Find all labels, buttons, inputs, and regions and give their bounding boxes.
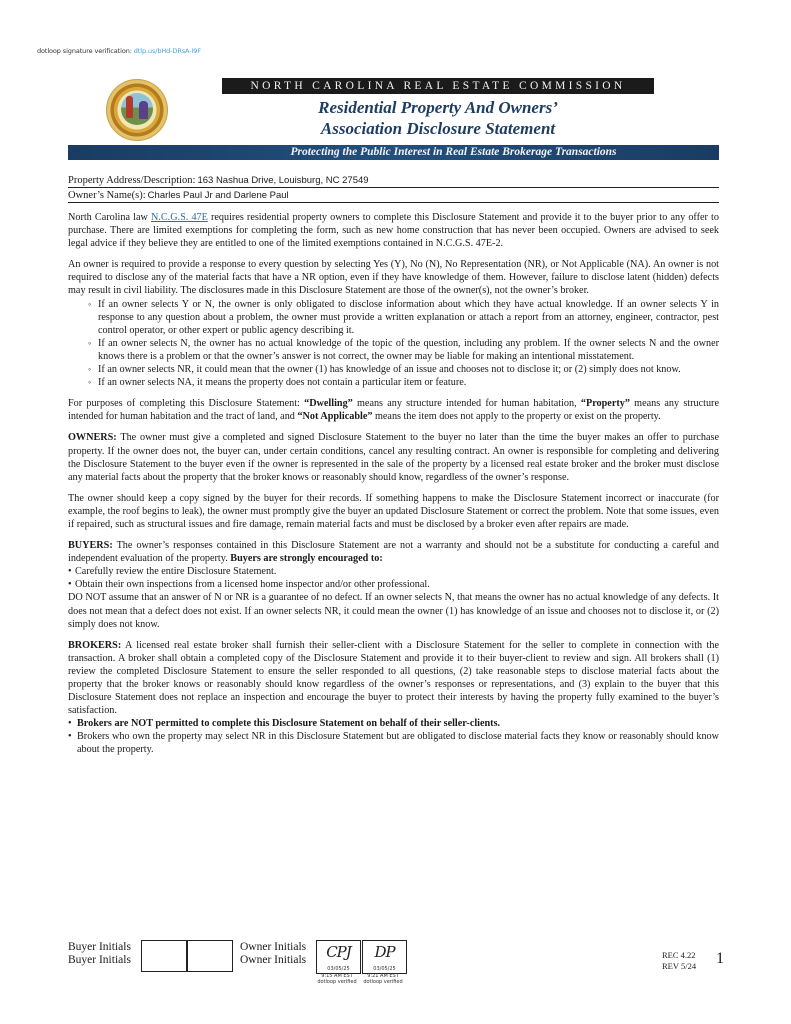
form-title	[222, 97, 654, 139]
commission-seal-icon	[106, 79, 168, 141]
property-address-value[interactable]: 163 Nashua Drive, Louisburg, NC 27549	[197, 175, 369, 186]
tagline-banner	[68, 145, 719, 160]
form-revision: REC 4.22 REV 5/24	[662, 950, 697, 971]
buyer-initials-box-1[interactable]	[141, 940, 187, 972]
intro-paragraph: North Carolina law N.C.G.S. 47E requires residential property owners to complete this Disclosure Statement and provide it to the buyer prior to any offer to purchase. There are limited exemptions for completing the form, such as new home construction that has never been occupied. Owners are advised to seek legal advice if they believe they are entitled to one of the limited exemptions contained in N.C.G.S. 47E-2.	[68, 212, 719, 250]
buyers-warning: DO NOT assume that an answer of N or NR is a guarantee of no defect. If an owner selects N, that means the owner has no actual knowledge of any defects. It does not mean that a defect does not exist. If an owner selects NR, it could mean the owner (1) has knowledge of an issue and chooses not to disclose it, or (2) simply does not know.	[68, 592, 719, 630]
owner-names-value[interactable]: Charles Paul Jr and Darlene Paul	[147, 190, 289, 201]
buyer-initials-labels: Buyer Initials Buyer Initials	[68, 941, 131, 966]
list-item: • Brokers who own the property may select NR in this Disclosure Statement but are obligated to disclose material facts they know or reasonably should know about the property.	[68, 730, 719, 756]
ncgs-47e-link[interactable]: N.C.G.S. 47E	[150, 212, 208, 223]
stamp-2-verification: 9:21 AM EST dotloop verified	[363, 973, 403, 985]
requirements-paragraph: An owner is required to provide a response to every question by selecting Yes (Y), No (N), No Representation (NR), or Not Applicable (NA). An owner is not required to disclose any of the material facts that have a NR option, even if they have knowledge of them. However, failure to disclose latent (hidden) defects may result in civil liability. The disclosures made in this Disclosure Statement are those of the owner(s), not the owner’s broker.	[68, 259, 719, 297]
property-address-field	[68, 174, 719, 188]
buyers-heading: BUYERS:	[68, 540, 113, 552]
owner-names-label: Owner’s Name(s):	[68, 190, 146, 201]
owner-names-field	[68, 189, 719, 203]
list-item: • Obtain their own inspections from a licensed home inspector and/or other professional.	[68, 578, 719, 591]
list-item: ◦ If an owner selects N, the owner has no actual knowledge of the topic of the question, including any problem. If the owner selects N and the owner knows there is a problem or that the owner’s answer is not correct, the owner may be liable for making an intentional misstatement.	[88, 337, 719, 363]
verification-label: dotloop signature verification:	[37, 47, 132, 55]
page-number: 1	[716, 950, 724, 967]
buyers-paragraph: BUYERS: The owner’s responses contained in this Disclosure Statement are not a warranty and should not be a substitute for conducting a careful and independent evaluation of the property. Buyers are strongly encouraged to:	[68, 540, 719, 565]
list-item: ◦ If an owner selects Y or N, the owner is only obligated to disclose information about which they have actual knowledge. If an owner selects Y in response to any question about a problem, the owner must provide a written explanation or attach a report from an attorney, engineer, contractor, pest control operator, or other expert or public agency describing it.	[88, 298, 719, 337]
list-item: ◦ If an owner selects NA, it means the property does not contain a particular item or feature.	[88, 376, 719, 389]
owner-initials-stamp-2[interactable]: DP 03/05/25	[362, 940, 407, 974]
owners-heading: OWNERS:	[68, 432, 117, 444]
form-title-line-1: Residential Property And Owners’	[318, 98, 558, 117]
list-item: • Carefully review the entire Disclosure Statement.	[68, 565, 719, 578]
signature-verification	[37, 47, 201, 55]
property-address-label: Property Address/Description:	[68, 175, 196, 186]
owners-paragraph: OWNERS: The owner must give a completed and signed Disclosure Statement to the buyer no later than the time the buyer makes an offer to purchase property. If the owner does not, the buyer can, under certain conditions, cancel any resulting contract. An owner is responsible for completing and delivering the Disclosure Statement to the buyer even if the owner is represented in the sale of the property by a licensed real estate broker and the broker must disclose any material facts about the property that the broker knows or reasonably should know, regardless of the owner’s response.	[68, 432, 719, 483]
owner-initials-stamp-1[interactable]: CPJ 03/05/25	[316, 940, 361, 974]
form-title-line-2: Association Disclosure Statement	[320, 119, 556, 138]
owner-initials-signature: CPJ	[326, 943, 351, 961]
broker-rules-list	[68, 717, 719, 756]
buyer-recommendations-list	[68, 565, 719, 591]
owner-initials-labels: Owner Initials Owner Initials	[240, 941, 307, 966]
commission-name: NORTH CAROLINA REAL ESTATE COMMISSION	[222, 78, 654, 94]
brokers-heading: BROKERS:	[68, 639, 122, 651]
buyer-initials-box-2[interactable]	[187, 940, 233, 972]
tagline: Protecting the Public Interest in Real Estate Brokerage Transactions	[290, 146, 617, 158]
definitions-paragraph: For purposes of completing this Disclosure Statement: “Dwelling” means any structure intended for human habitation, “Property” means any structure intended for human habitation and the tract of land, and “Not Applicable” means the item does not apply to the property or exist on the property.	[68, 398, 719, 423]
brokers-paragraph: BROKERS: A licensed real estate broker shall furnish their seller-client with a Disclosure Statement for the seller to complete in connection with the transaction. A broker shall obtain a completed copy of the Disclosure Statement and provide it to their buyer-client to review and sign. All brokers shall (1) review the completed Disclosure Statement to ensure the seller responded to all questions, (2) take reasonable steps to disclose material facts about the property that the broker knows or reasonably should know regardless of the owner’s responses or representations, and (3) explain to the buyer that this Disclosure Statement does not replace an inspection and encourage the buyer to protect their interests by having the property fully examined to the buyer’s satisfaction.	[68, 639, 719, 717]
response-options-list	[68, 298, 719, 390]
owner-initials-signature: DP	[374, 943, 395, 961]
owner-copy-paragraph: The owner should keep a copy signed by the buyer for their records. If something happens to make the Disclosure Statement incorrect or inaccurate (for example, the roof begins to leak), the owner must promptly give the buyer an updated Disclosure Statement or correct the problem. Note that some issues, even if repaired, such as structural issues and fire damage, remain material facts and must be disclosed by a broker even after repairs are made.	[68, 492, 719, 530]
verification-link[interactable]: dtlp.us/bHd-DRsA-I9F	[133, 47, 201, 55]
document-body	[68, 211, 719, 757]
list-item: ◦ If an owner selects NR, it could mean that the owner (1) has knowledge of an issue and chooses not to disclose it; or (2) simply does not know.	[88, 363, 719, 376]
stamp-1-verification: 9:15 AM EST dotloop verified	[317, 973, 357, 985]
list-item: • Brokers are NOT permitted to complete this Disclosure Statement on behalf of their seller-clients.	[68, 717, 719, 730]
